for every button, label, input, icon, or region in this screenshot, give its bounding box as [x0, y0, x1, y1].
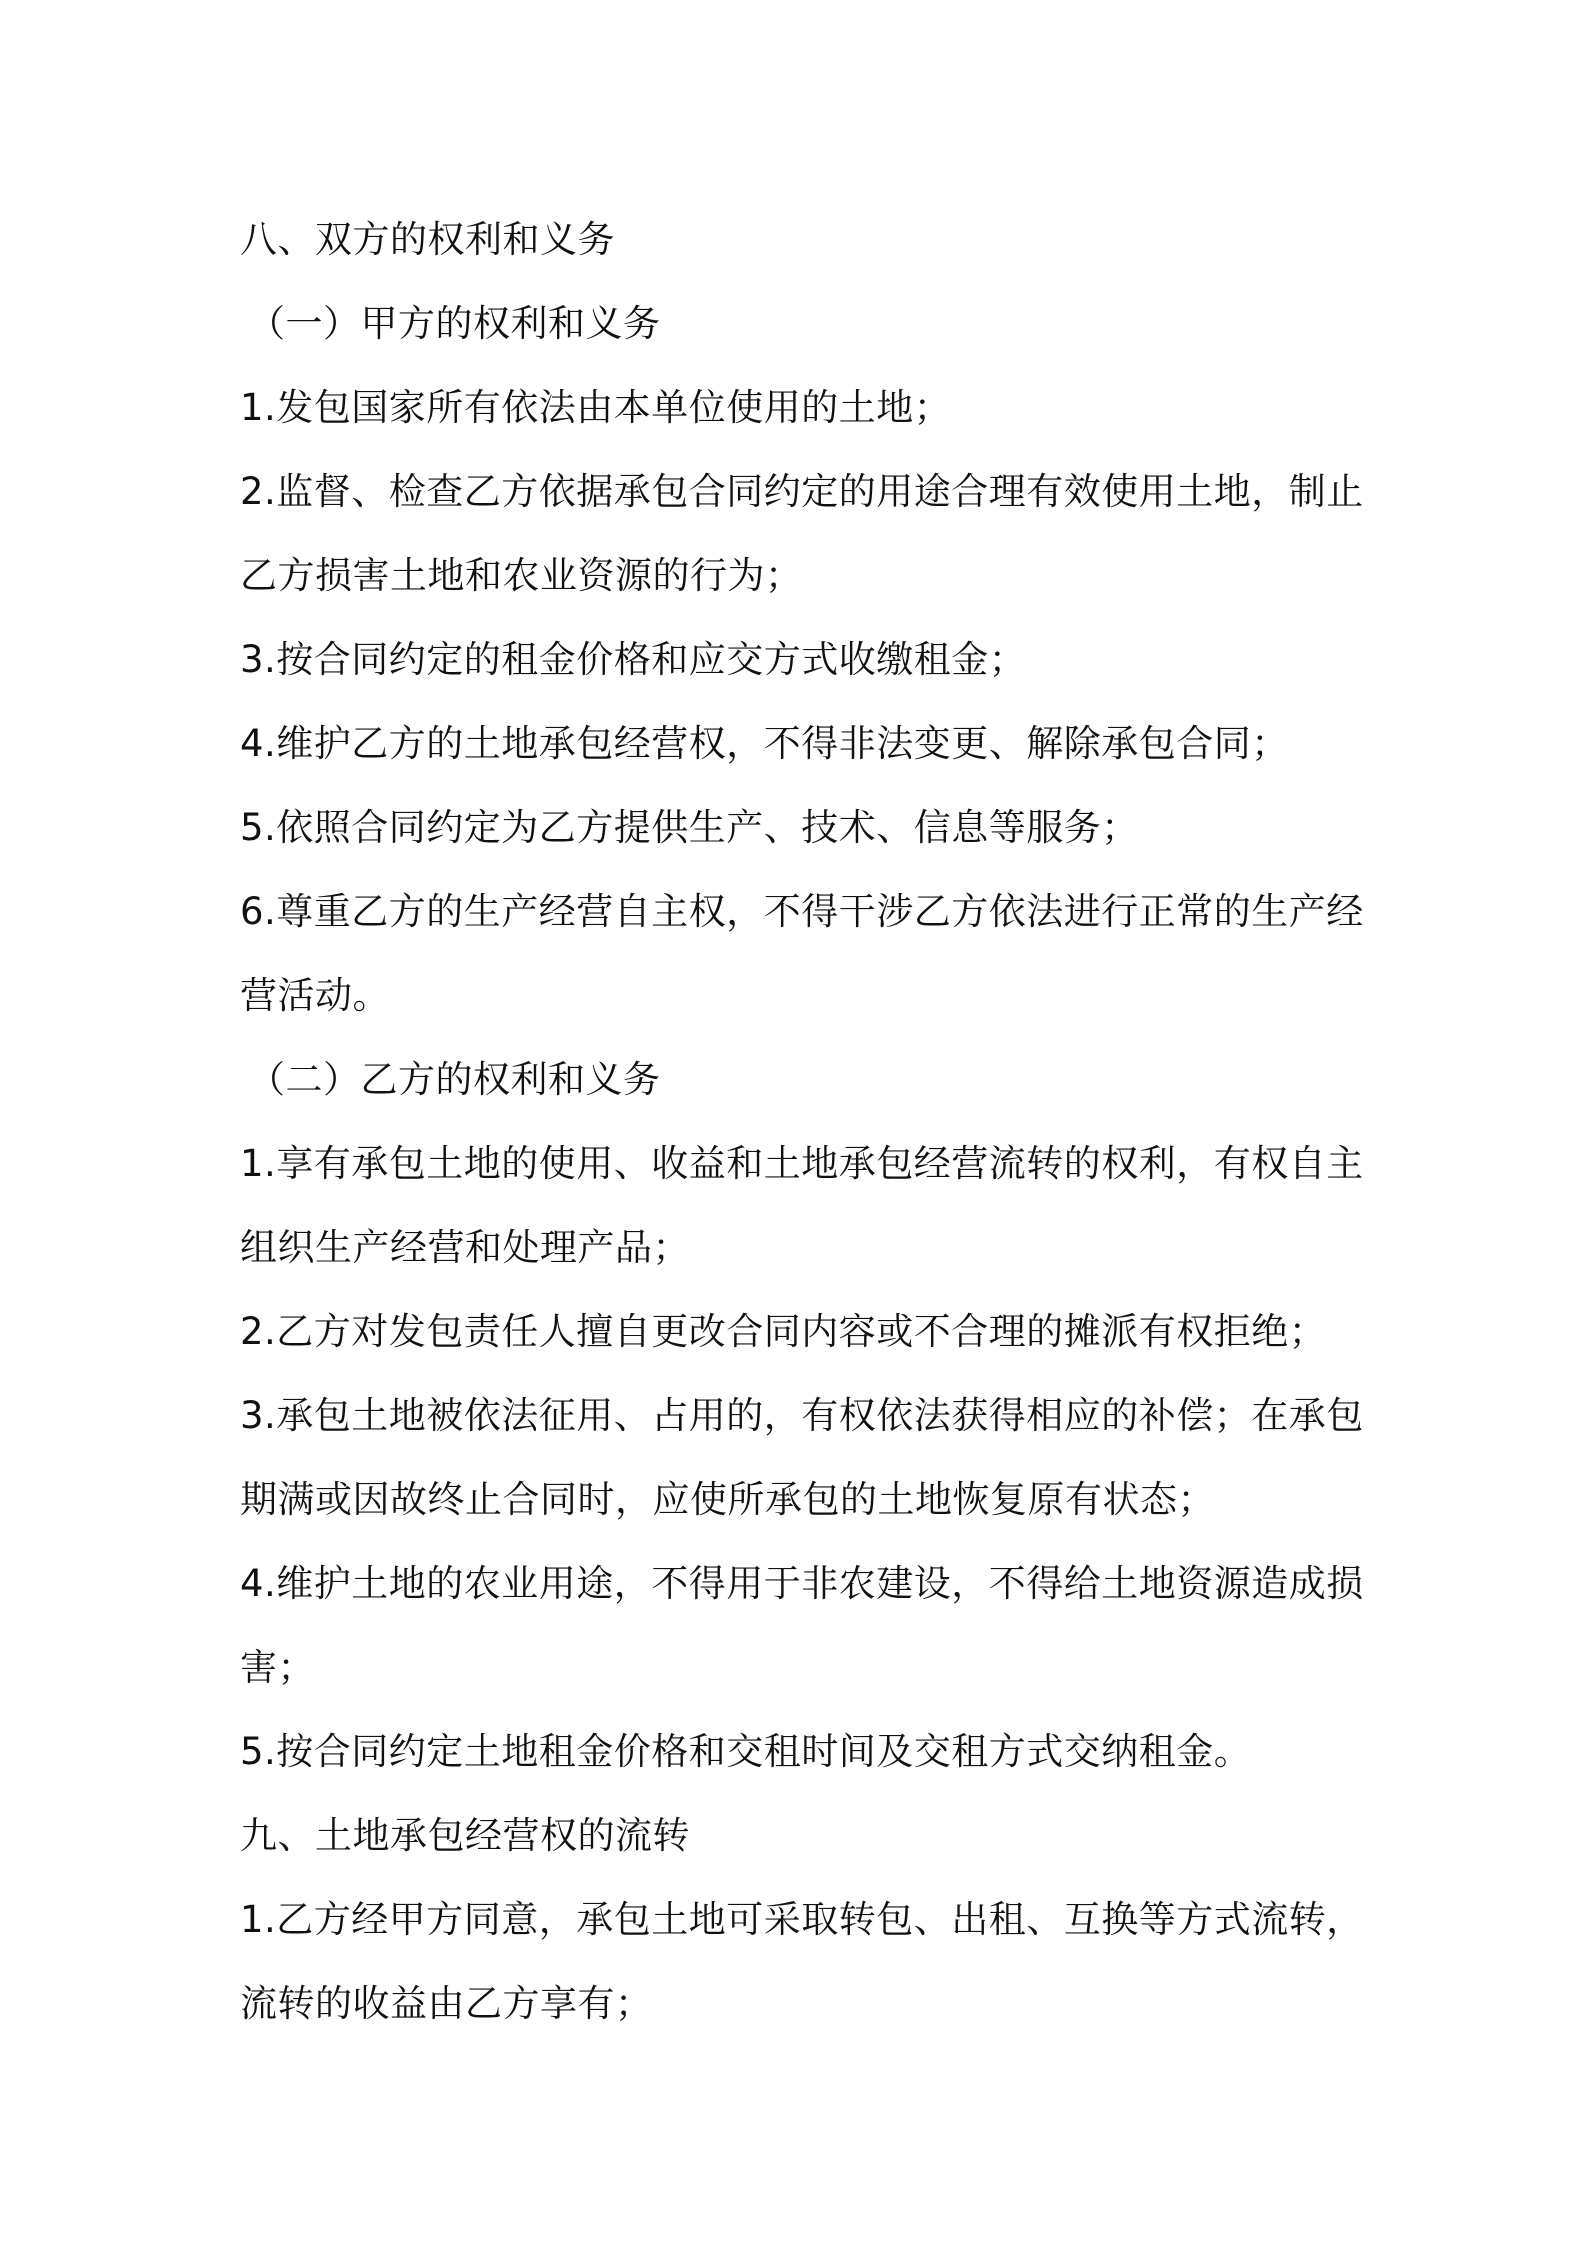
- paragraph-line: 2.乙方对发包责任人擅自更改合同内容或不合理的摊派有权拒绝；: [240, 1310, 1327, 1353]
- paragraph-line: 流转的收益由乙方享有；: [240, 1982, 653, 2025]
- subsection-heading-party-a: （一）甲方的权利和义务: [248, 302, 661, 345]
- paragraph-line: 6.尊重乙方的生产经营自主权，不得干涉乙方依法进行正常的生产经: [240, 890, 1364, 933]
- section-heading-9: 九、土地承包经营权的流转: [240, 1814, 690, 1857]
- section-heading-8: 八、双方的权利和义务: [240, 218, 615, 261]
- paragraph-line: 1.发包国家所有依法由本单位使用的土地；: [240, 386, 952, 429]
- paragraph-line: 3.承包土地被依法征用、占用的，有权依法获得相应的补偿；在承包: [240, 1394, 1364, 1437]
- paragraph-line: 期满或因故终止合同时，应使所承包的土地恢复原有状态；: [240, 1478, 1215, 1521]
- paragraph-line: 1.享有承包土地的使用、收益和土地承包经营流转的权利，有权自主: [240, 1142, 1364, 1185]
- paragraph-line: 乙方损害土地和农业资源的行为；: [240, 554, 803, 597]
- paragraph-line: 5.按合同约定土地租金价格和交租时间及交租方式交纳租金。: [240, 1730, 1252, 1773]
- document-body: [240, 198, 1364, 2046]
- paragraph-line: 3.按合同约定的租金价格和应交方式收缴租金；: [240, 638, 1027, 681]
- paragraph-line: 组织生产经营和处理产品；: [240, 1226, 690, 1269]
- paragraph-line: 4.维护土地的农业用途，不得用于非农建设，不得给土地资源造成损: [240, 1562, 1364, 1605]
- paragraph-line: 2.监督、检查乙方依据承包合同约定的用途合理有效使用土地，制止: [240, 470, 1364, 513]
- paragraph-line: 害；: [240, 1646, 315, 1689]
- paragraph-line: 1.乙方经甲方同意，承包土地可采取转包、出租、互换等方式流转，: [240, 1898, 1364, 1941]
- paragraph-line: 5.依照合同约定为乙方提供生产、技术、信息等服务；: [240, 806, 1139, 849]
- paragraph-line: 4.维护乙方的土地承包经营权，不得非法变更、解除承包合同；: [240, 722, 1289, 765]
- paragraph-line: 营活动。: [240, 974, 390, 1017]
- subsection-heading-party-b: （二）乙方的权利和义务: [248, 1058, 661, 1101]
